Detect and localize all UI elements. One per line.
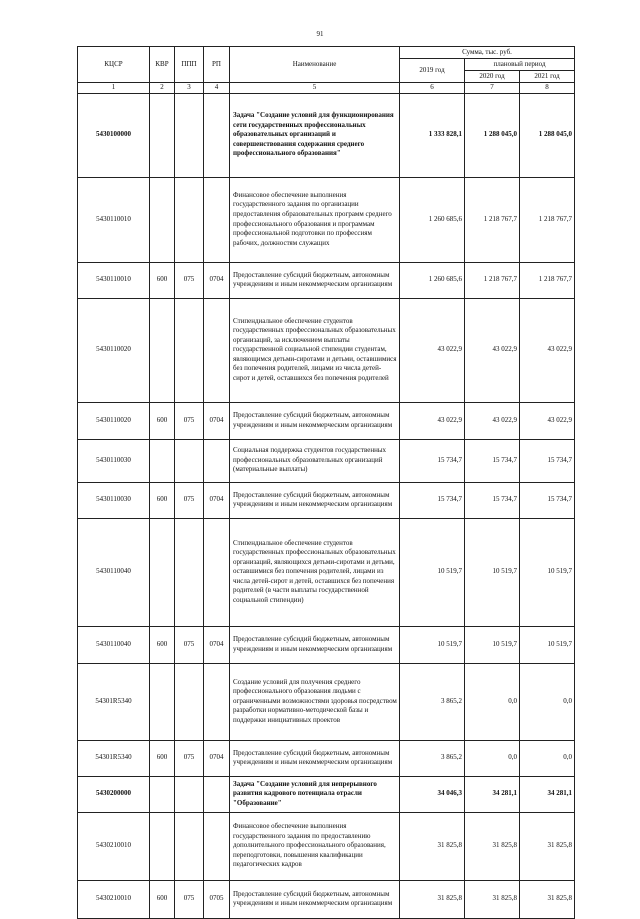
ppp-cell: 075 [175, 262, 204, 298]
amount-2020-cell: 43 022,9 [465, 402, 520, 439]
budget-table [77, 46, 575, 919]
kcsr-cell: 5430110010 [78, 262, 150, 298]
name-cell: Социальная поддержка студентов государственных профессиональных образовательных организаций (материальные выплаты) [230, 439, 400, 482]
amount-2020-cell: 10 519,7 [465, 626, 520, 663]
column-numbers-row [78, 83, 575, 94]
amount-2019-cell: 31 825,8 [400, 880, 465, 918]
table-row [78, 482, 575, 518]
table-body [78, 93, 575, 918]
column-number: 5 [230, 83, 400, 94]
amount-2021-cell: 31 825,8 [520, 812, 575, 880]
rp-cell [204, 812, 230, 880]
header-year-2020: 2020 год [465, 71, 520, 83]
amount-2020-cell: 31 825,8 [465, 812, 520, 880]
amount-2019-cell: 43 022,9 [400, 298, 465, 402]
table-row [78, 626, 575, 663]
kvr-cell: 600 [150, 626, 175, 663]
name-cell: Предоставление субсидий бюджетным, автономным учреждениям и иным некоммерческим организациям [230, 626, 400, 663]
amount-2019-cell: 31 825,8 [400, 812, 465, 880]
kvr-cell: 600 [150, 880, 175, 918]
kvr-cell [150, 663, 175, 740]
ppp-cell [175, 298, 204, 402]
header-rp: РП [204, 47, 230, 83]
rp-cell: 0704 [204, 626, 230, 663]
kcsr-cell: 54301R5340 [78, 663, 150, 740]
kcsr-cell: 5430110020 [78, 298, 150, 402]
rp-cell: 0704 [204, 402, 230, 439]
amount-2019-cell: 15 734,7 [400, 439, 465, 482]
amount-2020-cell: 15 734,7 [465, 482, 520, 518]
table-row [78, 663, 575, 740]
table-row [78, 439, 575, 482]
kcsr-cell: 5430110020 [78, 402, 150, 439]
table-row [78, 812, 575, 880]
rp-cell [204, 177, 230, 262]
name-cell: Финансовое обеспечение выполнения государственного задания по предоставлению дополнительного профессионального образования, переподготовки, повышения квалификации педагогических кадров [230, 812, 400, 880]
table-row [78, 518, 575, 626]
header-plan-period: плановый период [465, 59, 575, 71]
amount-2021-cell: 0,0 [520, 663, 575, 740]
rp-cell [204, 298, 230, 402]
amount-2019-cell: 1 260 685,6 [400, 177, 465, 262]
kcsr-cell: 5430210010 [78, 812, 150, 880]
name-cell: Задача "Создание условий для непрерывного развития кадрового потенциала отрасли "Образование" [230, 776, 400, 812]
rp-cell: 0704 [204, 740, 230, 776]
amount-2020-cell: 1 218 767,7 [465, 177, 520, 262]
table-row [78, 880, 575, 918]
rp-cell [204, 439, 230, 482]
rp-cell [204, 663, 230, 740]
kvr-cell: 600 [150, 740, 175, 776]
amount-2020-cell: 43 022,9 [465, 298, 520, 402]
amount-2020-cell: 34 281,1 [465, 776, 520, 812]
column-number: 2 [150, 83, 175, 94]
kcsr-cell: 5430110040 [78, 518, 150, 626]
kvr-cell [150, 518, 175, 626]
name-cell: Предоставление субсидий бюджетным, автономным учреждениям и иным некоммерческим организациям [230, 740, 400, 776]
column-number: 1 [78, 83, 150, 94]
table-row [78, 177, 575, 262]
name-cell: Предоставление субсидий бюджетным, автономным учреждениям и иным некоммерческим организациям [230, 402, 400, 439]
kcsr-cell: 5430200000 [78, 776, 150, 812]
amount-2019-cell: 10 519,7 [400, 626, 465, 663]
ppp-cell [175, 776, 204, 812]
amount-2020-cell: 0,0 [465, 663, 520, 740]
header-ppp: ППП [175, 47, 204, 83]
amount-2021-cell: 31 825,8 [520, 880, 575, 918]
rp-cell: 0704 [204, 262, 230, 298]
name-cell: Предоставление субсидий бюджетным, автономным учреждениям и иным некоммерческим организациям [230, 482, 400, 518]
ppp-cell [175, 663, 204, 740]
table-row [78, 740, 575, 776]
amount-2020-cell: 15 734,7 [465, 439, 520, 482]
kvr-cell [150, 776, 175, 812]
kvr-cell [150, 177, 175, 262]
column-number: 4 [204, 83, 230, 94]
rp-cell [204, 93, 230, 177]
table-row [78, 93, 575, 177]
ppp-cell [175, 812, 204, 880]
amount-2021-cell: 43 022,9 [520, 402, 575, 439]
ppp-cell [175, 518, 204, 626]
name-cell: Предоставление субсидий бюджетным, автономным учреждениям и иным некоммерческим организациям [230, 880, 400, 918]
header-year-2019: 2019 год [400, 59, 465, 83]
amount-2021-cell: 43 022,9 [520, 298, 575, 402]
amount-2020-cell: 31 825,8 [465, 880, 520, 918]
kvr-cell [150, 93, 175, 177]
name-cell: Задача "Создание условий для функционирования сети государственных профессиональных образовательных организаций и совершенствования содержания среднего профессионального образования" [230, 93, 400, 177]
ppp-cell [175, 439, 204, 482]
name-cell: Финансовое обеспечение выполнения государственного задания по организации предоставления образовательных программ среднего профессионального образования и программам профессиональной подготовки по профессиям рабочих, должностям служащих [230, 177, 400, 262]
ppp-cell [175, 93, 204, 177]
name-cell: Создание условий для получения среднего профессионального образования людьми с ограниченными возможностями здоровья посредством разработки нормативно-методической базы и поддержки инициативных проектов [230, 663, 400, 740]
amount-2021-cell: 10 519,7 [520, 626, 575, 663]
kcsr-cell: 5430210010 [78, 880, 150, 918]
rp-cell: 0704 [204, 482, 230, 518]
table-row [78, 776, 575, 812]
amount-2019-cell: 3 865,2 [400, 740, 465, 776]
column-number: 7 [465, 83, 520, 94]
table-row [78, 298, 575, 402]
kvr-cell: 600 [150, 402, 175, 439]
amount-2021-cell: 34 281,1 [520, 776, 575, 812]
kvr-cell [150, 812, 175, 880]
kvr-cell: 600 [150, 262, 175, 298]
header-year-2021: 2021 год [520, 71, 575, 83]
amount-2021-cell: 15 734,7 [520, 439, 575, 482]
amount-2019-cell: 15 734,7 [400, 482, 465, 518]
amount-2021-cell: 1 218 767,7 [520, 177, 575, 262]
page-number: 91 [316, 30, 324, 38]
kvr-cell [150, 298, 175, 402]
kcsr-cell: 5430110030 [78, 482, 150, 518]
ppp-cell: 075 [175, 402, 204, 439]
header-name: Наименование [230, 47, 400, 83]
amount-2021-cell: 10 519,7 [520, 518, 575, 626]
column-number: 6 [400, 83, 465, 94]
kvr-cell [150, 439, 175, 482]
rp-cell: 0705 [204, 880, 230, 918]
table-row [78, 262, 575, 298]
amount-2020-cell: 1 218 767,7 [465, 262, 520, 298]
name-cell: Стипендиальное обеспечение студентов государственных профессиональных образовательных организаций, за исключением выплаты государственной социальной стипендии студентам, являющимся детьми-сиротами и детьми, оставшимися без попечения родителей, лицами из числа детей-сирот и детей, оставшихся без попечения родителей [230, 298, 400, 402]
name-cell: Стипендиальное обеспечение студентов государственных профессиональных образовательных организаций, являющихся детьми-сиротами и детьми, оставшимися без попечения родителей, лицами из числа детей-сирот и детей, оставшихся без попечения родителей (в части выплаты государственной социальной стипендии) [230, 518, 400, 626]
amount-2019-cell: 1 333 828,1 [400, 93, 465, 177]
ppp-cell: 075 [175, 880, 204, 918]
amount-2021-cell: 0,0 [520, 740, 575, 776]
amount-2020-cell: 1 288 045,0 [465, 93, 520, 177]
ppp-cell [175, 177, 204, 262]
amount-2021-cell: 1 288 045,0 [520, 93, 575, 177]
ppp-cell: 075 [175, 740, 204, 776]
amount-2019-cell: 1 260 685,6 [400, 262, 465, 298]
name-cell: Предоставление субсидий бюджетным, автономным учреждениям и иным некоммерческим организациям [230, 262, 400, 298]
ppp-cell: 075 [175, 482, 204, 518]
ppp-cell: 075 [175, 626, 204, 663]
amount-2021-cell: 1 218 767,7 [520, 262, 575, 298]
header-sum: Сумма, тыс. руб. [400, 47, 575, 59]
amount-2019-cell: 3 865,2 [400, 663, 465, 740]
kvr-cell: 600 [150, 482, 175, 518]
header-kvr: КВР [150, 47, 175, 83]
kcsr-cell: 5430100000 [78, 93, 150, 177]
header-kcsr: КЦСР [78, 47, 150, 83]
table-row [78, 402, 575, 439]
rp-cell [204, 776, 230, 812]
amount-2021-cell: 15 734,7 [520, 482, 575, 518]
rp-cell [204, 518, 230, 626]
amount-2019-cell: 43 022,9 [400, 402, 465, 439]
kcsr-cell: 54301R5340 [78, 740, 150, 776]
amount-2019-cell: 34 046,3 [400, 776, 465, 812]
column-number: 8 [520, 83, 575, 94]
kcsr-cell: 5430110040 [78, 626, 150, 663]
kcsr-cell: 5430110010 [78, 177, 150, 262]
amount-2020-cell: 0,0 [465, 740, 520, 776]
column-number: 3 [175, 83, 204, 94]
amount-2020-cell: 10 519,7 [465, 518, 520, 626]
amount-2019-cell: 10 519,7 [400, 518, 465, 626]
kcsr-cell: 5430110030 [78, 439, 150, 482]
